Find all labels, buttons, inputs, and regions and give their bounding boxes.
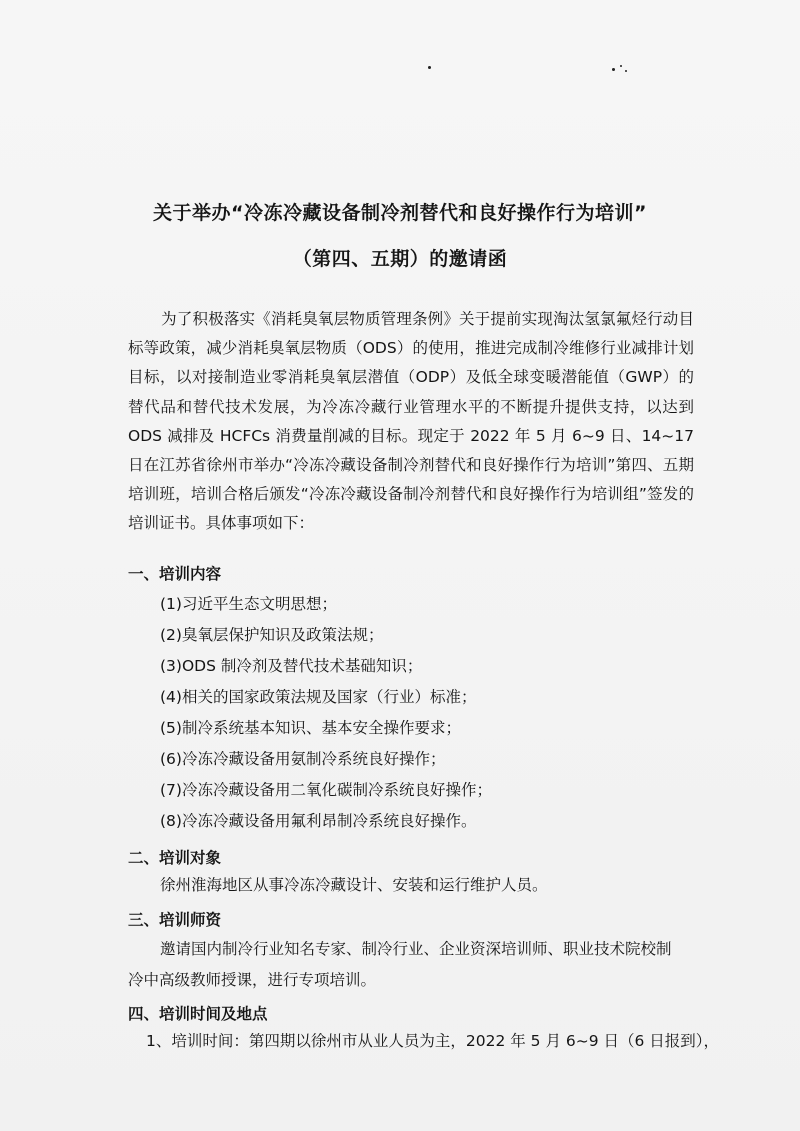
intro-paragraph — [128, 305, 694, 539]
list-item: (3)ODS 制冷剂及替代技术基础知识； — [160, 657, 423, 675]
training-time-text: 1、培训时间：第四期以徐州市从业人员为主，2022 年 5 月 6~9 日（6 日报到）， — [146, 1032, 720, 1050]
instructors-text-line1: 邀请国内制冷行业知名专家、制冷行业、企业资深培训师、职业技术院校制 — [160, 940, 672, 958]
list-item: (8)冷冻冷藏设备用氟利昂制冷系统良好操作。 — [160, 812, 477, 830]
list-item: (5)制冷系统基本知识、基本安全操作要求； — [160, 719, 461, 737]
list-item: (4)相关的国家政策法规及国家（行业）标准； — [160, 688, 477, 706]
list-item: (7)冷冻冷藏设备用二氧化碳制冷系统良好操作； — [160, 781, 492, 799]
intro-text: 为了积极落实《消耗臭氧层物质管理条例》关于提前实现淘汰氢氯氟烃行动目标等政策，减少消耗臭氧层物质（ODS）的使用，推进完成制冷维修行业减排计划目标，以对接制造业零消耗臭氧层潜值（ODP）及低全球变暖潜能值（GWP）的替代品和替代技术发展，为冷冻冷藏行业管理水平的不断提升提供支持，以达到 ODS 减排及 HCFCs 消费量削减的目标。现定于 2022 年 5 月 6~9 日、14~17 日在江苏省徐州市举办“冷冻冷藏设备制冷剂替代和良好操作行为培训”第四、五期培训班，培训合格后颁发“冷冻冷藏设备制冷剂替代和良好操作行为培训组”签发的培训证书。具体事项如下： — [128, 310, 694, 533]
list-item: (1)习近平生态文明思想； — [160, 595, 337, 613]
instructors-text-line2: 冷中高级教师授课，进行专项培训。 — [128, 971, 377, 989]
list-item: (2)臭氧层保护知识及政策法规； — [160, 626, 384, 644]
doc-title-line1: 关于举办“冷冻冷藏设备制冷剂替代和良好操作行为培训” — [153, 202, 647, 224]
section-heading-3: 三、培训师资 — [128, 911, 222, 929]
target-audience-text: 徐州淮海地区从事冷冻冷藏设计、安装和运行维护人员。 — [160, 876, 548, 894]
section-heading-1: 一、培训内容 — [128, 565, 222, 583]
doc-title-line2: （第四、五期）的邀请函 — [292, 248, 508, 270]
section-heading-2: 二、培训对象 — [128, 849, 222, 867]
scan-specks — [420, 62, 640, 82]
section-heading-4: 四、培训时间及地点 — [128, 1005, 268, 1023]
list-item: (6)冷冻冷藏设备用氨制冷系统良好操作； — [160, 750, 446, 768]
